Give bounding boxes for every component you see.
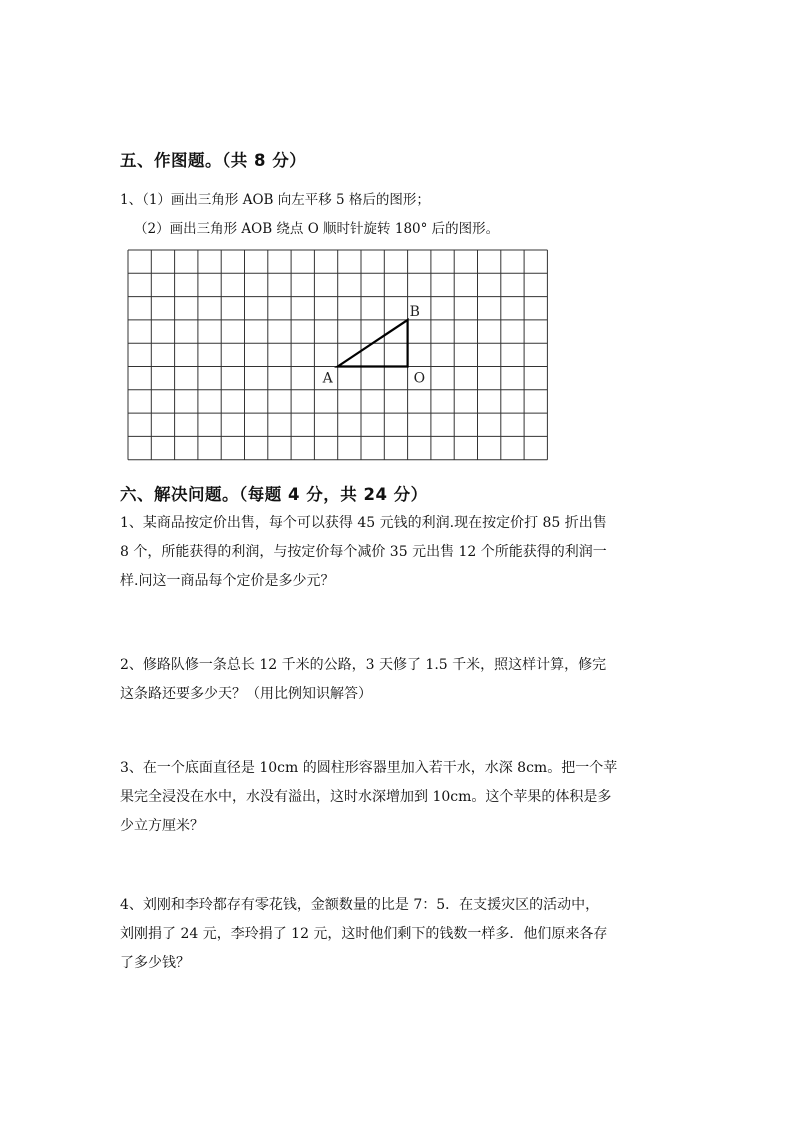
point-label-a: A: [322, 370, 333, 387]
problem-4: [120, 891, 680, 978]
problem-3-line-3: 少立方厘米？: [120, 818, 204, 834]
problem-4-line-3: 了多少钱？: [120, 955, 190, 971]
point-label-o: O: [413, 370, 426, 387]
problem-3: [120, 754, 680, 841]
section-6-title: 六、解决问题。（每题 4 分，共 24 分）: [120, 485, 428, 504]
question-1-part-2: （2）画出三角形 AOB 绕点 O 顺时针旋转 180° 后的图形。: [134, 221, 500, 237]
problem-1-line-3: 样.问这一商品每个定价是多少元？: [120, 573, 335, 589]
drawing-grid: [127, 249, 549, 466]
problem-1: [120, 509, 680, 596]
problem-1-line-2: 8 个，所能获得的利润，与按定价每个减价 35 元出售 12 个所能获得的利润一: [120, 544, 607, 560]
problem-2: [120, 651, 680, 709]
point-label-b: B: [409, 303, 420, 320]
problem-1-line-1: 1、某商品按定价出售，每个可以获得 45 元钱的利润.现在按定价打 85 折出售: [120, 515, 607, 531]
section-5-title: 五、作图题。（共 8 分）: [120, 151, 307, 170]
problem-2-line-2: 这条路还要多少天？（用比例知识解答）: [120, 686, 372, 702]
problem-3-line-1: 3、在一个底面直径是 10cm 的圆柱形容器里加入若干水，水深 8cm。把一个苹: [120, 760, 618, 776]
problem-4-line-1: 4、刘刚和李玲都存有零花钱，金额数量的比是 7：5．在支援灾区的活动中，: [120, 897, 600, 913]
question-1-part-1: 1、（1）画出三角形 AOB 向左平移 5 格后的图形；: [120, 192, 430, 208]
grid-svg: [127, 249, 549, 462]
problem-2-line-1: 2、修路队修一条总长 12 千米的公路，3 天修了 1.5 千米，照这样计算，修完: [120, 657, 607, 673]
problem-4-line-2: 刘刚捐了 24 元，李玲捐了 12 元，这时他们剩下的钱数一样多．他们原来各存: [120, 926, 608, 942]
problem-3-line-2: 果完全浸没在水中，水没有溢出，这时水深增加到 10cm。这个苹果的体积是多: [120, 789, 612, 805]
